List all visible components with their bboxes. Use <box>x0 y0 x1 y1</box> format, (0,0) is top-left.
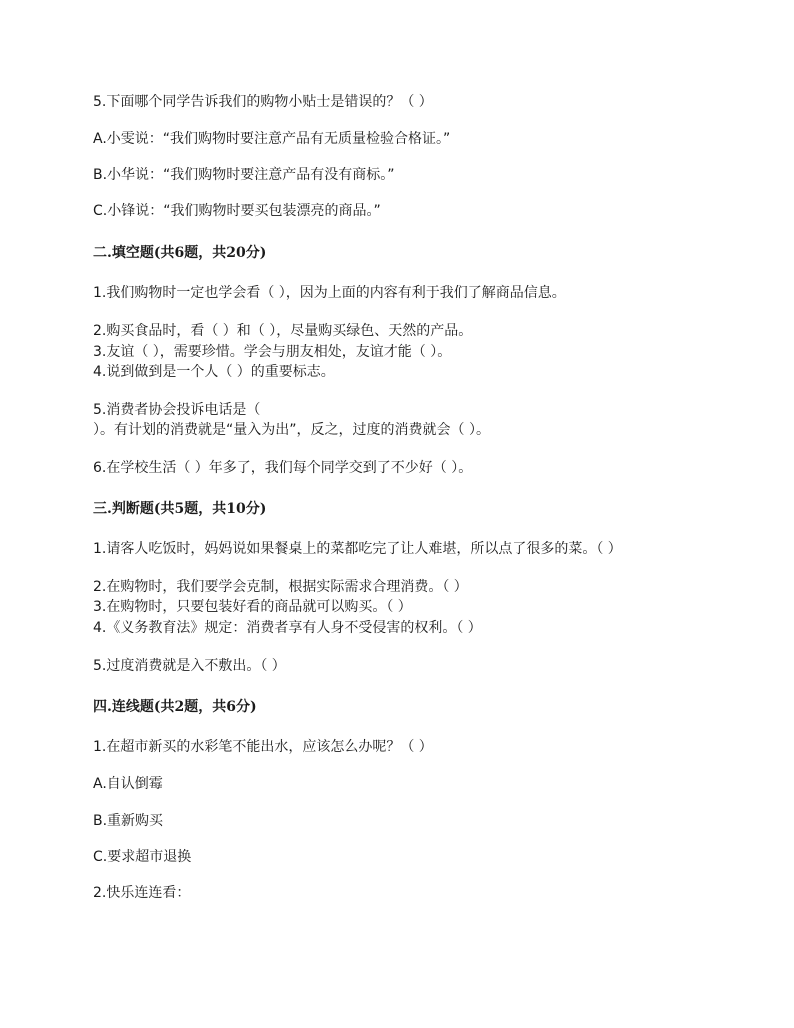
question-5-stem: 5.下面哪个同学告诉我们的购物小贴士是错误的？（ ） <box>93 94 433 110</box>
fill-blank-6: 6.在学校生活（ ）年多了，我们每个同学交到了不少好（ ）。 <box>93 460 473 476</box>
question-5-option-b: B.小华说：“我们购物时要注意产品有没有商标。” <box>93 167 395 183</box>
true-false-2: 2.在购物时，我们要学会克制，根据实际需求合理消费。（ ） <box>93 579 468 595</box>
true-false-1: 1.请客人吃饭时，妈妈说如果餐桌上的菜都吃完了让人难堪，所以点了很多的菜。（ ） <box>93 541 622 557</box>
section-4-heading: 四.连线题(共2题，共6分) <box>93 699 257 715</box>
section-3-heading: 三.判断题(共5题，共10分) <box>93 501 267 517</box>
true-false-3: 3.在购物时，只要包装好看的商品就可以购买。（ ） <box>93 599 412 615</box>
matching-option-b: B.重新购买 <box>93 813 164 829</box>
matching-option-a: A.自认倒霉 <box>93 776 163 792</box>
fill-blank-5-part-2: ）。有计划的消费就是“量入为出”，反之，过度的消费就会（ ）。 <box>93 422 490 438</box>
matching-question-2: 2.快乐连连看： <box>93 885 191 901</box>
fill-blank-2: 2.购买食品时，看（ ）和（ ），尽量购买绿色、天然的产品。 <box>93 323 473 339</box>
fill-blank-5-part-1: 5.消费者协会投诉电话是（ <box>93 402 261 418</box>
fill-blank-1: 1.我们购物时一定也学会看（ ），因为上面的内容有利于我们了解商品信息。 <box>93 285 566 301</box>
fill-blank-3: 3.友谊（ ），需要珍惜。学会与朋友相处，友谊才能（ ）。 <box>93 344 452 360</box>
question-5-option-a: A.小雯说：“我们购物时要注意产品有无质量检验合格证。” <box>93 131 451 147</box>
true-false-5: 5.过度消费就是入不敷出。（ ） <box>93 658 286 674</box>
true-false-4: 4.《义务教育法》规定：消费者享有人身不受侵害的权利。（ ） <box>93 620 482 636</box>
matching-question-1: 1.在超市新买的水彩笔不能出水，应该怎么办呢？（ ） <box>93 739 433 755</box>
section-2-heading: 二.填空题(共6题，共20分) <box>93 245 267 261</box>
fill-blank-4: 4.说到做到是一个人（ ）的重要标志。 <box>93 364 335 380</box>
question-5-option-c: C.小锋说：“我们购物时要买包装漂亮的商品。” <box>93 203 381 219</box>
matching-option-c: C.要求超市退换 <box>93 849 192 865</box>
